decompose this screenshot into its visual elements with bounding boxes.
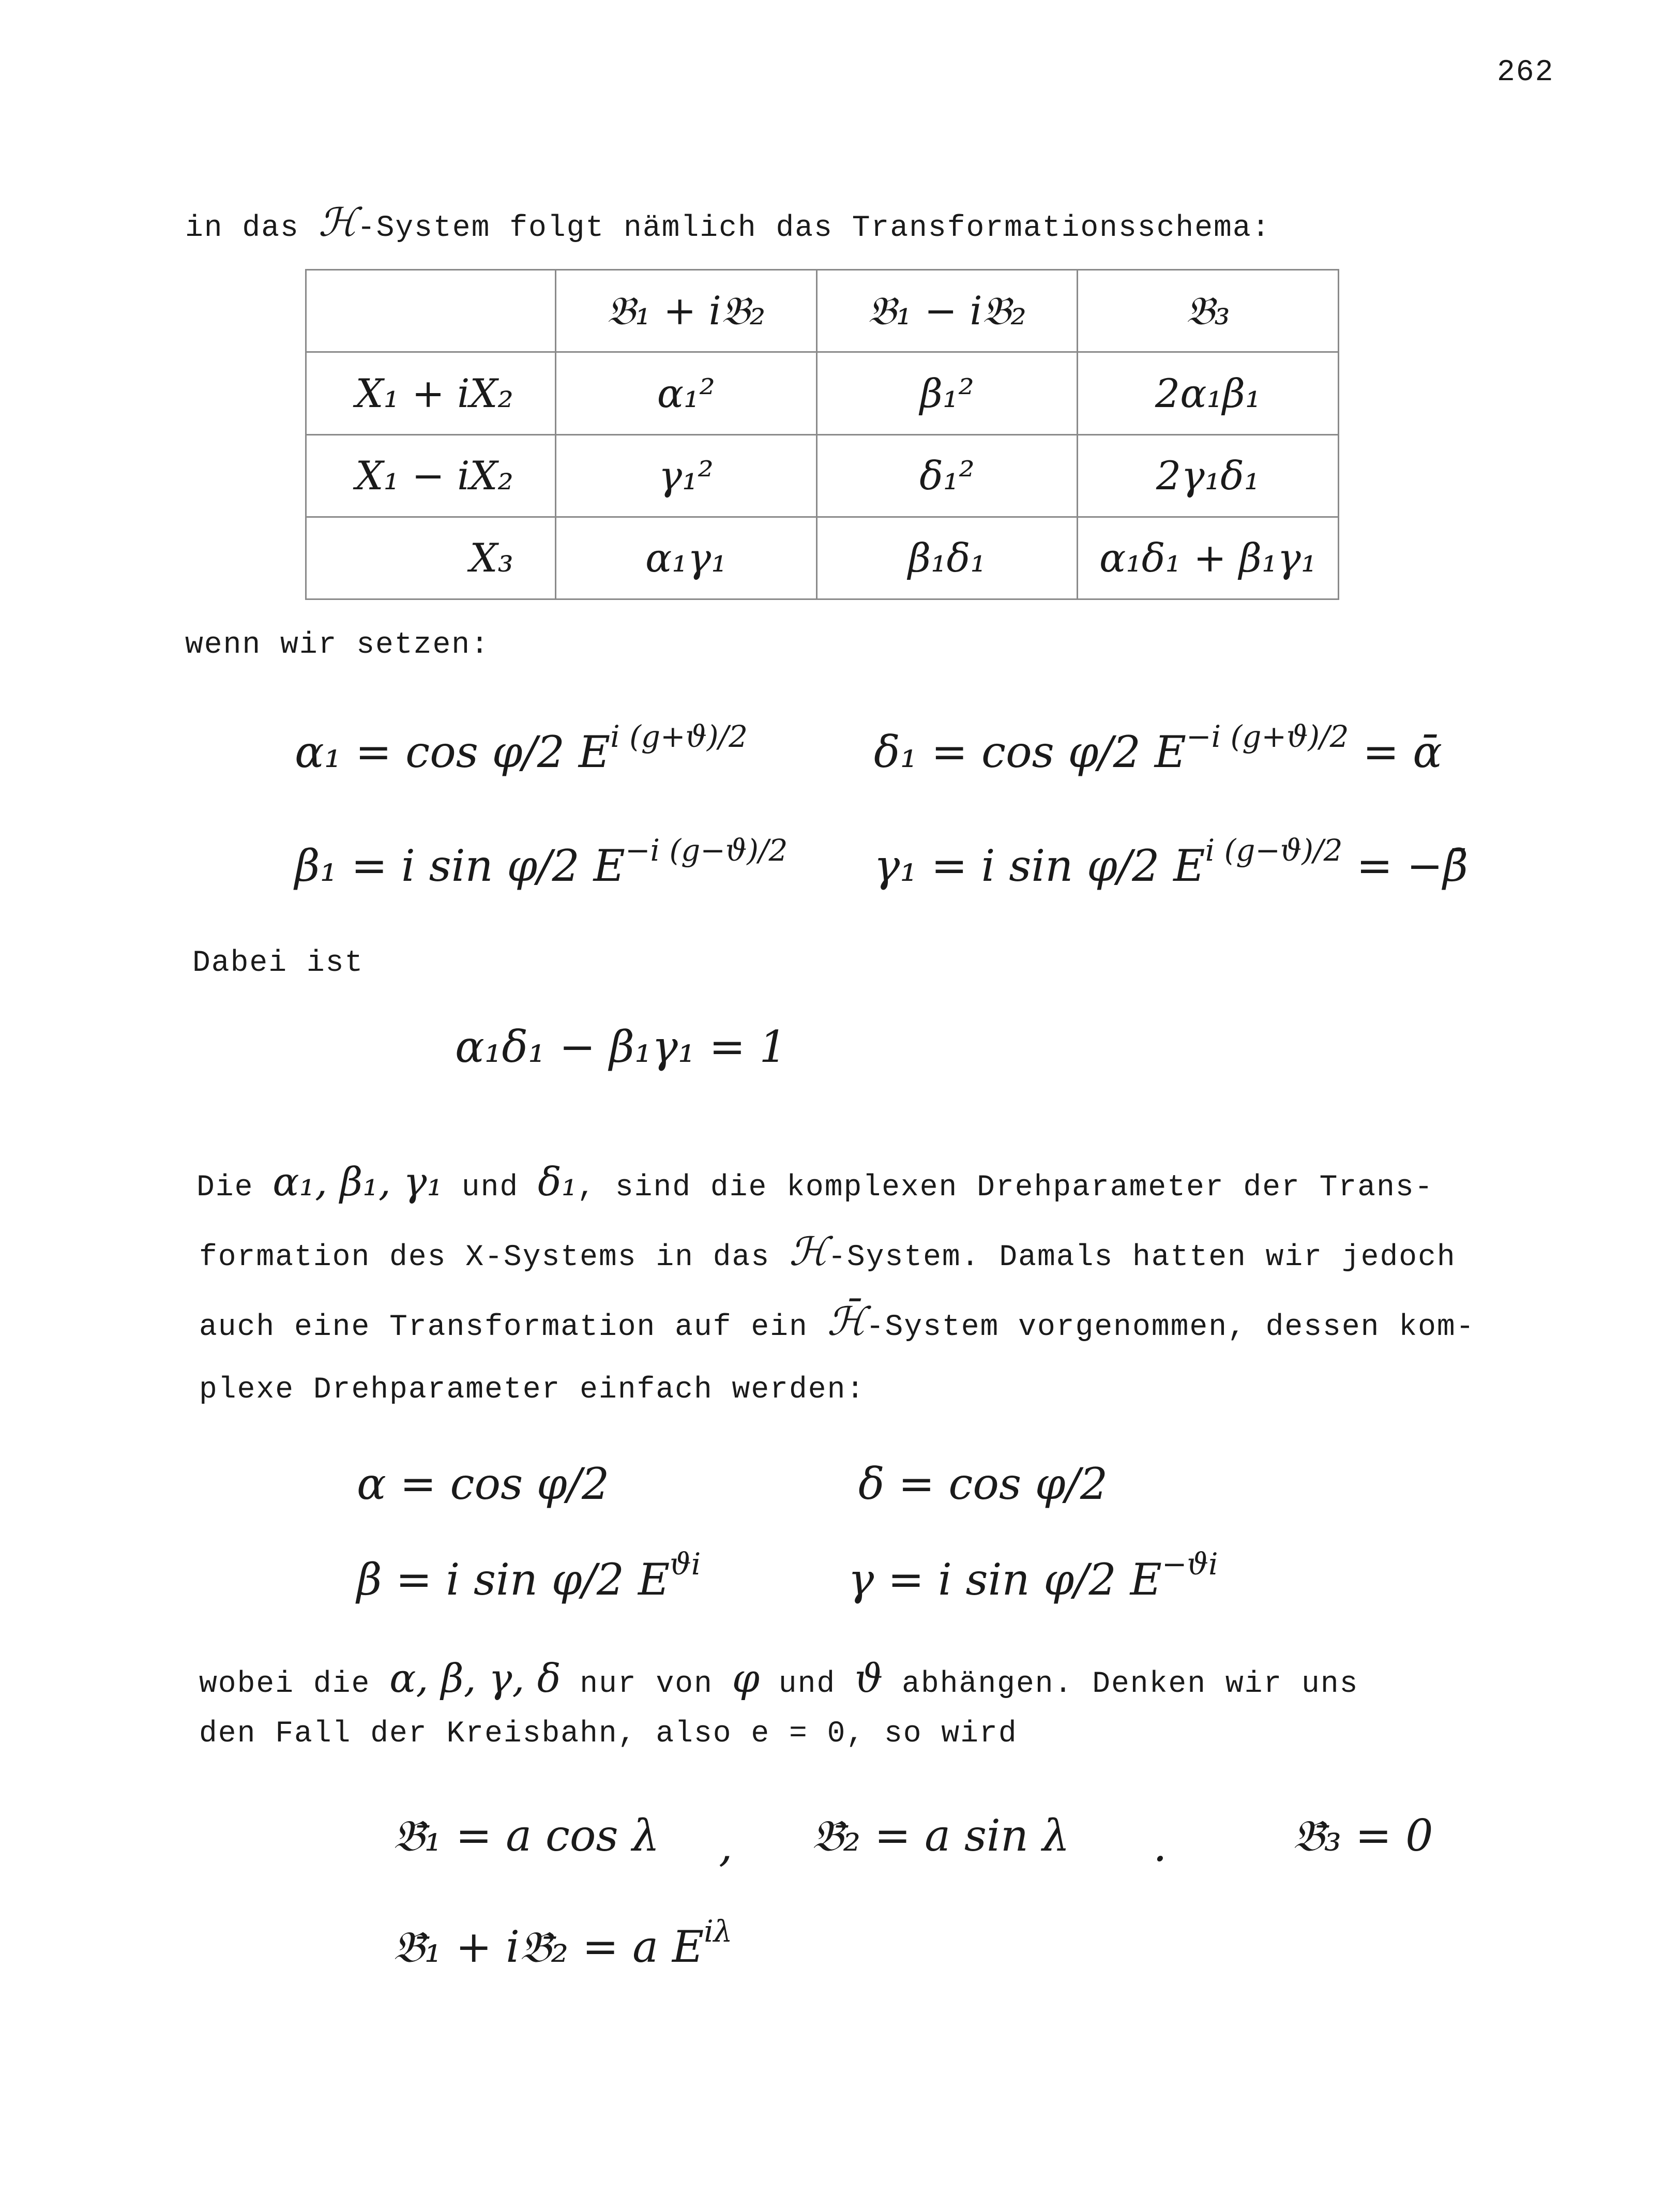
die-text-post: , sind die komplexen Drehparameter der Trans- bbox=[577, 1171, 1434, 1205]
b2-formula: 𝔅̄₂ = a sin λ bbox=[812, 1810, 1070, 1861]
bsum-base: 𝔅̄₁ + i𝔅̄₂ = a E bbox=[393, 1921, 704, 1972]
beta1-exponent: −i (g−ϑ)/2 bbox=[625, 833, 788, 868]
wobei-theta-symbol: ϑ bbox=[855, 1655, 883, 1701]
formation-text-post: -System. Damals hatten wir jedoch bbox=[828, 1241, 1456, 1274]
wobei-symbols: α, β, γ, δ bbox=[389, 1655, 561, 1701]
table-header-cell: 𝔅₁ − i𝔅₂ bbox=[816, 270, 1078, 352]
table-header-row bbox=[306, 270, 1339, 352]
wobei-text-mid: nur von bbox=[580, 1668, 713, 1701]
beta1-base: β₁ = i sin φ/2 E bbox=[295, 840, 625, 891]
wobei-text-post: abhängen. Denken wir uns bbox=[902, 1668, 1359, 1701]
die-delta-symbol: δ₁ bbox=[538, 1159, 578, 1205]
delta1-base: δ₁ = cos φ/2 E bbox=[874, 727, 1187, 777]
formation-text-pre: formation des X-Systems in das bbox=[199, 1241, 770, 1274]
b3-formula: 𝔅̄₃ = 0 bbox=[1293, 1810, 1433, 1861]
fall-line: den Fall der Kreisbahn, also e = 0, so wird bbox=[199, 1717, 1018, 1751]
gamma1-formula bbox=[874, 833, 1469, 891]
intro-line bbox=[185, 199, 1270, 245]
table-row-head: X₁ − iX₂ bbox=[306, 434, 556, 517]
bsum-formula bbox=[393, 1914, 733, 1973]
delta1-formula bbox=[874, 719, 1443, 777]
auch-hbar-symbol: ℋ̄ bbox=[827, 1298, 866, 1344]
wobei-phi-symbol: φ bbox=[732, 1655, 760, 1701]
table-row bbox=[306, 434, 1339, 517]
die-line bbox=[196, 1159, 1434, 1205]
dot-separator: . bbox=[1153, 1821, 1167, 1871]
table-row bbox=[306, 517, 1339, 599]
formation-h-symbol: ℋ bbox=[789, 1228, 828, 1274]
gamma1-base: γ₁ = i sin φ/2 E bbox=[874, 840, 1205, 891]
wobei-text-pre: wobei die bbox=[199, 1668, 371, 1701]
determinant-formula: α₁δ₁ − β₁γ₁ = 1 bbox=[455, 1022, 787, 1072]
intro-text-post: -System folgt nämlich das Transformationsschema: bbox=[357, 212, 1271, 245]
table-header-cell bbox=[306, 270, 556, 352]
delta1-exponent: −i (g+ϑ)/2 bbox=[1186, 719, 1349, 754]
gamma1-exponent: i (g−ϑ)/2 bbox=[1205, 833, 1343, 868]
beta-base: β = i sin φ/2 E bbox=[357, 1554, 670, 1605]
b1-formula: 𝔅̄₁ = a cos λ bbox=[393, 1810, 660, 1861]
formation-line bbox=[199, 1228, 1456, 1274]
table-cell: α₁γ₁ bbox=[556, 517, 817, 599]
alpha1-formula bbox=[295, 719, 748, 777]
beta-exponent: ϑi bbox=[670, 1546, 701, 1582]
wobei-line bbox=[199, 1655, 1358, 1701]
table-row-head: X₃ bbox=[306, 517, 556, 599]
die-text-pre: Die bbox=[196, 1171, 254, 1205]
table-cell: β₁δ₁ bbox=[816, 517, 1078, 599]
table-cell: 2γ₁δ₁ bbox=[1078, 434, 1339, 517]
alpha1-exponent: i (g+ϑ)/2 bbox=[610, 719, 748, 754]
gamma-formula bbox=[848, 1546, 1218, 1605]
alpha-formula: α = cos φ/2 bbox=[357, 1459, 610, 1509]
delta1-tail: = ᾱ bbox=[1363, 727, 1443, 777]
comma-separator: , bbox=[719, 1821, 733, 1871]
page-number: 262 bbox=[1497, 56, 1554, 89]
table-row-head: X₁ + iX₂ bbox=[306, 352, 556, 434]
plexe-line: plexe Drehparameter einfach werden: bbox=[199, 1373, 866, 1407]
auch-text-post: -System vorgenommen, dessen kom- bbox=[866, 1311, 1475, 1344]
beta-formula bbox=[357, 1546, 701, 1605]
table-cell: 2α₁β₁ bbox=[1078, 352, 1339, 434]
table-cell: γ₁² bbox=[556, 434, 817, 517]
wobei-und: und bbox=[778, 1668, 836, 1701]
table-row bbox=[306, 352, 1339, 434]
die-und: und bbox=[461, 1171, 519, 1205]
table-header-cell: 𝔅₁ + i𝔅₂ bbox=[556, 270, 817, 352]
gamma-base: γ = i sin φ/2 E bbox=[848, 1554, 1162, 1605]
auch-text-pre: auch eine Transformation auf ein bbox=[199, 1311, 808, 1344]
bsum-exponent: iλ bbox=[704, 1914, 733, 1949]
wenn-line: wenn wir setzen: bbox=[185, 628, 490, 662]
table-cell: α₁² bbox=[556, 352, 817, 434]
auch-line bbox=[199, 1298, 1475, 1344]
table-header-cell: 𝔅₃ bbox=[1078, 270, 1339, 352]
intro-text-pre: in das bbox=[185, 212, 299, 245]
delta-formula: δ = cos φ/2 bbox=[858, 1459, 1108, 1509]
h-system-symbol: ℋ bbox=[318, 199, 357, 245]
alpha1-base: α₁ = cos φ/2 E bbox=[295, 727, 611, 777]
table-cell: α₁δ₁ + β₁γ₁ bbox=[1078, 517, 1339, 599]
die-symbols: α₁, β₁, γ₁ bbox=[273, 1159, 443, 1205]
dabei-line: Dabei ist bbox=[192, 947, 364, 980]
gamma1-tail: = −β̄ bbox=[1356, 840, 1469, 891]
table-cell: β₁² bbox=[816, 352, 1078, 434]
transformation-table bbox=[305, 269, 1339, 600]
table-cell: δ₁² bbox=[816, 434, 1078, 517]
gamma-exponent: −ϑi bbox=[1161, 1546, 1218, 1582]
beta1-formula bbox=[295, 833, 788, 891]
